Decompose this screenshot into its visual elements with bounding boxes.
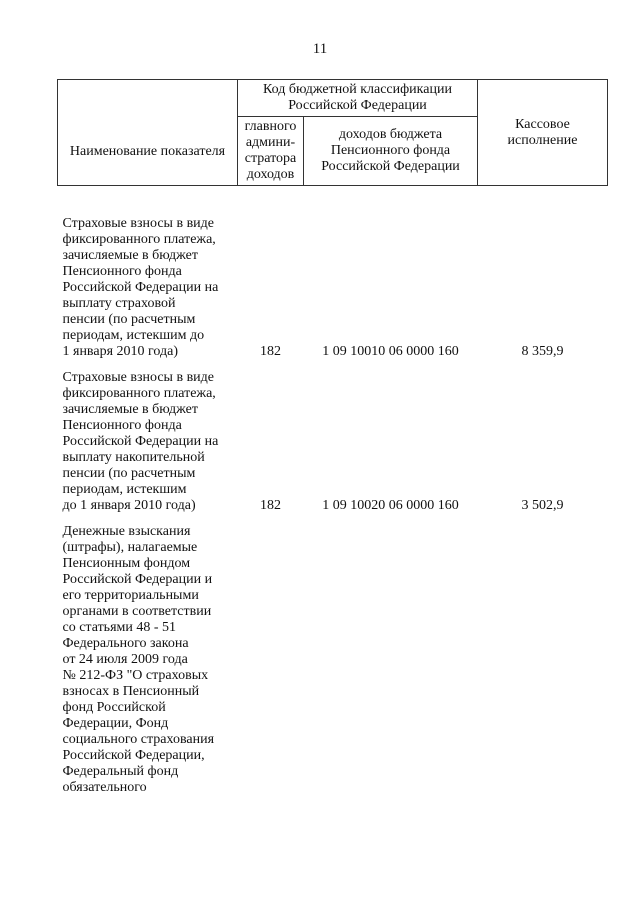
amount-cell: 8 359,9 — [521, 344, 564, 359]
table-header — [58, 80, 608, 186]
classification-code-header: Код бюджетной классификации Российской Федерации — [238, 80, 478, 117]
chief-administrator-header: главного админи- стратора доходов — [238, 117, 304, 186]
revenue-code-cell: 1 09 10010 06 0000 160 — [322, 344, 459, 359]
table-row — [58, 206, 608, 360]
page-number: 11 — [312, 41, 328, 57]
table-body — [58, 186, 608, 797]
indicator-cell: Страховые взносы в виде фиксированного платежа, зачисляемые в бюджет Пенсионного фонда Российской Федерации на выплату накопительной пенсии (по расчетным периодам, истекшим до 1 января 2010 года) — [62, 370, 219, 513]
pension-fund-revenue-header: доходов бюджета Пенсионного фонда Российской Федерации — [304, 117, 478, 186]
admin-code-cell — [238, 514, 304, 796]
admin-code-cell: 182 — [260, 344, 281, 359]
amount-cell — [478, 514, 608, 796]
cash-execution-header: Кассовое исполнение — [478, 80, 608, 186]
amount-cell: 3 502,9 — [521, 498, 564, 513]
table-row — [58, 360, 608, 514]
revenue-code-cell: 1 09 10020 06 0000 160 — [322, 498, 459, 513]
indicator-cell: Денежные взыскания (штрафы), налагаемые Пенсионным фондом Российской Федерации и его территориальными органами в соответствии со статьями 48 - 51 Федерального закона от 24 июля 2009 года № 212-ФЗ "О страховых взносах в Пенсионный фонд Российской Федерации, Фонд социального страхования Российской Федерации, Федеральный фонд обязательного — [62, 524, 215, 795]
admin-code-cell: 182 — [260, 498, 281, 513]
table-row — [58, 514, 608, 796]
revenue-code-cell — [304, 514, 478, 796]
revenue-table — [57, 79, 608, 796]
indicator-name-header: Наименование показателя — [58, 80, 238, 186]
indicator-cell: Страховые взносы в виде фиксированного платежа, зачисляемые в бюджет Пенсионного фонда Российской Федерации на выплату страховой пенсии (по расчетным периодам, истекшим до 1 января 2010 года) — [62, 216, 219, 359]
